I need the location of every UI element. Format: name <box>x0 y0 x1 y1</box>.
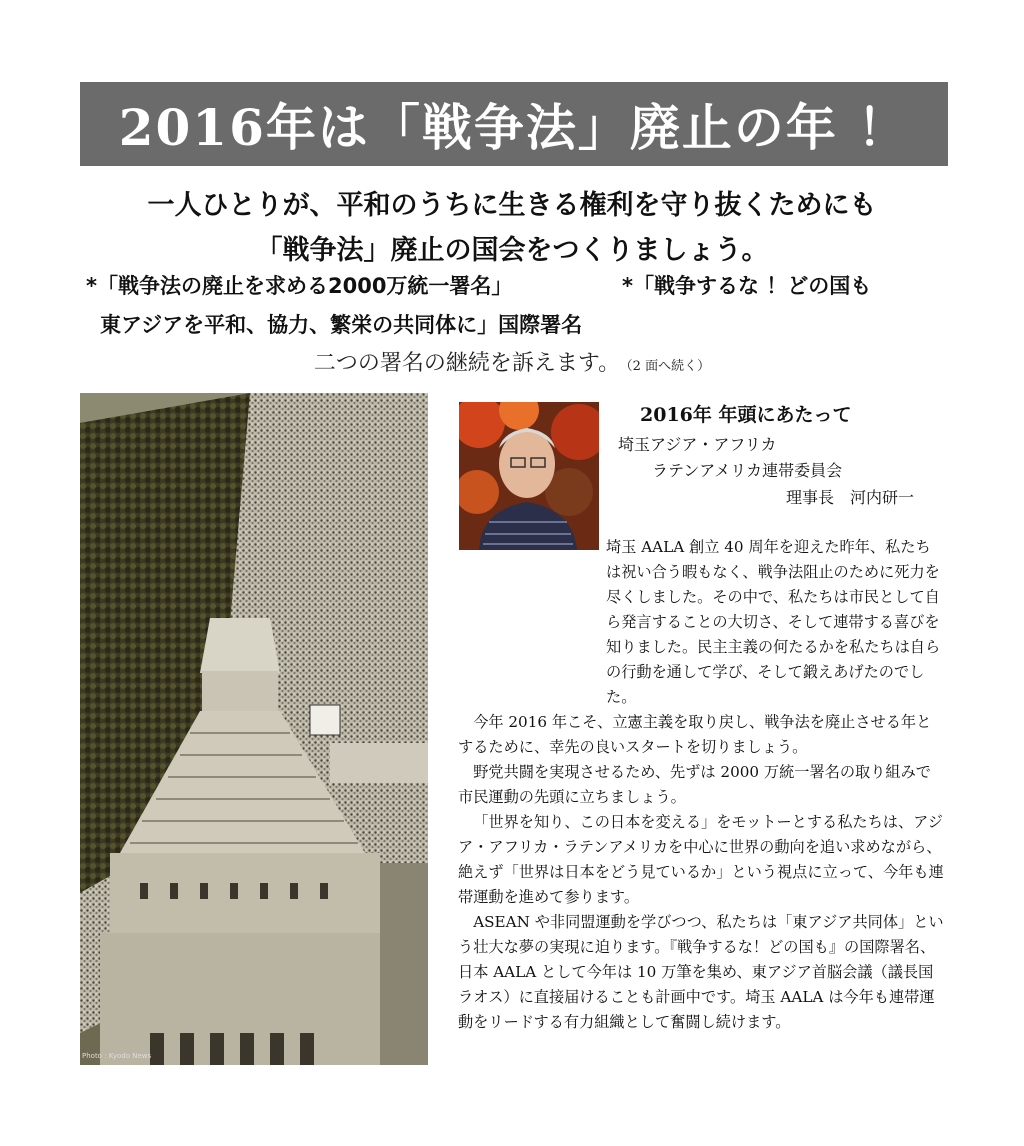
signature-campaign-1: *「戦争法の廃止を求める2000万統一署名」 <box>86 274 513 298</box>
article-paragraph: 野党共闘を実現させるため、先ずは 2000 万統一署名の取り組みで市民運動の先頭に立ちましょう。 <box>458 763 931 806</box>
title-banner <box>80 82 948 166</box>
article-paragraph: 埼玉 AALA 創立 40 周年を迎えた昨年、私たちは祝い合う暇もなく、戦争法阻止のために死力を尽くしました。その中で、私たちは市民として自ら発言することの大切さ、そして連帯する喜びを知りました。民主主義の何たるかを私たちは自らの行動を通して学び、そして鍛えあげたのでした。 <box>606 538 941 706</box>
signature-campaign-2-end: 東アジアを平和、協力、繁栄の共同体に」国際署名 <box>100 313 583 337</box>
article-title: 2016年 年頭にあたって <box>640 404 852 426</box>
page-title: 2016年は「戦争法」廃止の年 ！ <box>118 98 910 157</box>
article-body <box>458 535 944 1035</box>
article-paragraph: 「世界を知り、この日本を変える」をモットーとする私たちは、アジア・アフリカ・ラテンアメリカを中心に世界の動向を追い求めながら、絶えず「世界は日本をどう見ているか」という視点に立って、今年も連帯運動を進めて参ります。 <box>458 813 944 906</box>
appeal-text: 二つの署名の継続を訴えます。 <box>313 351 621 376</box>
article-paragraph: ASEAN や非同盟運動を学びつつ、私たちは「東アジア共同体」という壮大な夢の実現に迫ります。『戦争するな！どの国も』の国際署名、日本 AALA として今年は 10 万筆を集め、東アジア首脳会議（議長国ラオス）に直接届けることも計画中です。埼玉 AALA は今年も連帯運動をリードする有力組織として奮闘し続けます。 <box>458 913 944 1031</box>
organization-line-1: 埼玉アジア・アフリカ <box>618 435 777 454</box>
article-paragraph: 今年 2016 年こそ、立憲主義を取り戻し、戦争法を廃止させる年とするために、幸先の良いスタートを切りましょう。 <box>458 713 932 756</box>
signature-campaign-2-start: *「戦争するな ！どの国も <box>622 274 872 298</box>
organization-line-2: ラテンアメリカ連帯委員会 <box>652 461 843 480</box>
diet-building-photo <box>80 393 428 1065</box>
appeal-line <box>0 346 1024 377</box>
lead-line-2: 「戦争法」廃止の国会をつくりましょう。 <box>255 235 769 266</box>
author-portrait <box>459 402 599 550</box>
article-author: 理事長 河内研一 <box>786 488 915 507</box>
continued-note: （2 面へ続く） <box>626 359 711 374</box>
lead-line-1: 一人ひとりが、平和のうちに生きる権利を守り抜くためにも <box>147 190 877 221</box>
photo-credit: Photo : Kyodo News <box>82 1052 152 1060</box>
